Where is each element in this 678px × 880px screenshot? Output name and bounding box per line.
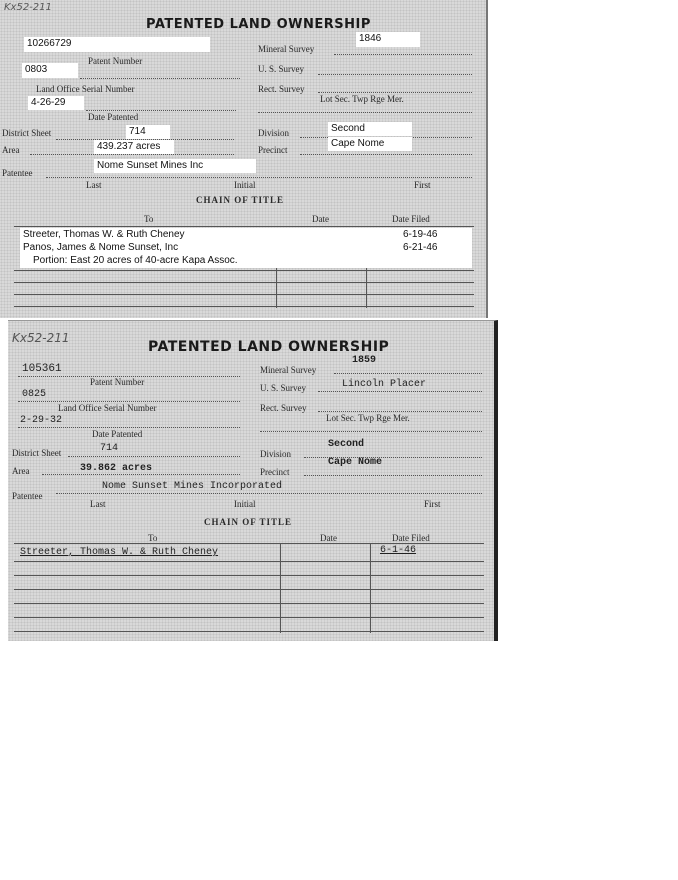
chain-row-1-to: Streeter, Thomas W. & Ruth Cheney [20,547,219,558]
patentee-value: Nome Sunset Mines Inc [94,159,256,173]
rect-survey-label: Rect. Survey [258,84,305,94]
chain-of-title-heading: CHAIN OF TITLE [204,517,293,527]
serial-number-value: 0803 [22,63,78,78]
chain-table [20,228,472,268]
area-value: 39.862 acres [80,463,153,474]
chain-row-1-to: Streeter, Thomas W. & Ruth Cheney [23,229,185,240]
handwritten-card-id: Kx52-211 [12,331,70,345]
patentee-last-label: Last [86,180,102,190]
rect-survey-columns: Lot Sec. Twp Rge Mer. [320,94,404,104]
chain-of-title-heading: CHAIN OF TITLE [196,195,285,205]
patent-number-label: Patent Number [88,56,143,66]
division-label: Division [258,128,290,138]
area-label: Area [12,466,30,476]
district-sheet-label: District Sheet [2,128,52,138]
division-value: Second [328,122,412,136]
date-patented-label: Date Patented [88,112,139,122]
date-patented-label: Date Patented [92,429,143,439]
card-title: PATENTED LAND OWNERSHIP [148,339,390,355]
patentee-last-label: Last [90,499,106,509]
rect-survey-columns: Lot Sec. Twp Rge Mer. [326,413,410,423]
district-sheet-value: 714 [100,443,119,454]
precinct-value: Cape Nome [328,137,412,151]
mineral-survey-label: Mineral Survey [260,365,317,375]
mineral-survey-value: 1846 [356,32,420,47]
patentee-label: Patentee [12,491,43,501]
chain-row-1-date-filed: 6-19-46 [403,229,438,240]
serial-number-label: Land Office Serial Number [36,84,135,94]
division-label: Division [260,449,292,459]
precinct-label: Precinct [260,467,290,477]
patentee-value: Nome Sunset Mines Incorporated [102,481,283,492]
mineral-survey-label: Mineral Survey [258,44,315,54]
chain-row-2-date-filed: 6-21-46 [403,242,438,253]
date-patented-value: 4-26-29 [28,96,84,110]
chain-row-2-to: Panos, James & Nome Sunset, Inc [23,242,179,253]
patent-number-value: 105361 [22,363,62,375]
precinct-value: Cape Nome [328,457,383,468]
handwritten-card-id: Kx52-211 [4,2,52,13]
patentee-initial-label: Initial [234,180,256,190]
patent-number-value: 10266729 [24,37,210,52]
serial-number-label: Land Office Serial Number [58,403,157,413]
area-value: 439.237 acres [94,140,174,154]
us-survey-label: U. S. Survey [258,64,305,74]
division-value: Second [328,439,365,450]
ownership-card-1 [0,0,488,318]
date-patented-value: 2-29-32 [20,415,63,426]
patentee-label: Patentee [2,168,33,178]
us-survey-label: U. S. Survey [260,383,307,393]
us-survey-value: Lincoln Placer [342,379,427,390]
district-sheet-value: 714 [126,125,170,139]
ownership-card-2 [8,320,498,641]
area-label: Area [2,145,20,155]
district-sheet-label: District Sheet [12,448,62,458]
patentee-first-label: First [414,180,431,190]
precinct-label: Precinct [258,145,288,155]
chain-col-date: Date [320,533,337,543]
chain-col-to: To [144,214,154,224]
patentee-initial-label: Initial [234,499,256,509]
chain-row-3-to: Portion: East 20 acres of 40-acre Kapa Assoc. [33,255,238,266]
chain-col-to: To [148,533,158,543]
card-title: PATENTED LAND OWNERSHIP [146,17,371,32]
chain-row-1-date-filed: 6-1-46 [380,545,417,556]
rect-survey-label: Rect. Survey [260,403,307,413]
chain-col-date-filed: Date Filed [392,533,430,543]
serial-number-value: 0825 [22,389,47,400]
patent-number-label: Patent Number [90,377,145,387]
chain-col-date: Date [312,214,329,224]
mineral-survey-value: 1859 [352,355,377,366]
chain-col-date-filed: Date Filed [392,214,430,224]
patentee-first-label: First [424,499,441,509]
